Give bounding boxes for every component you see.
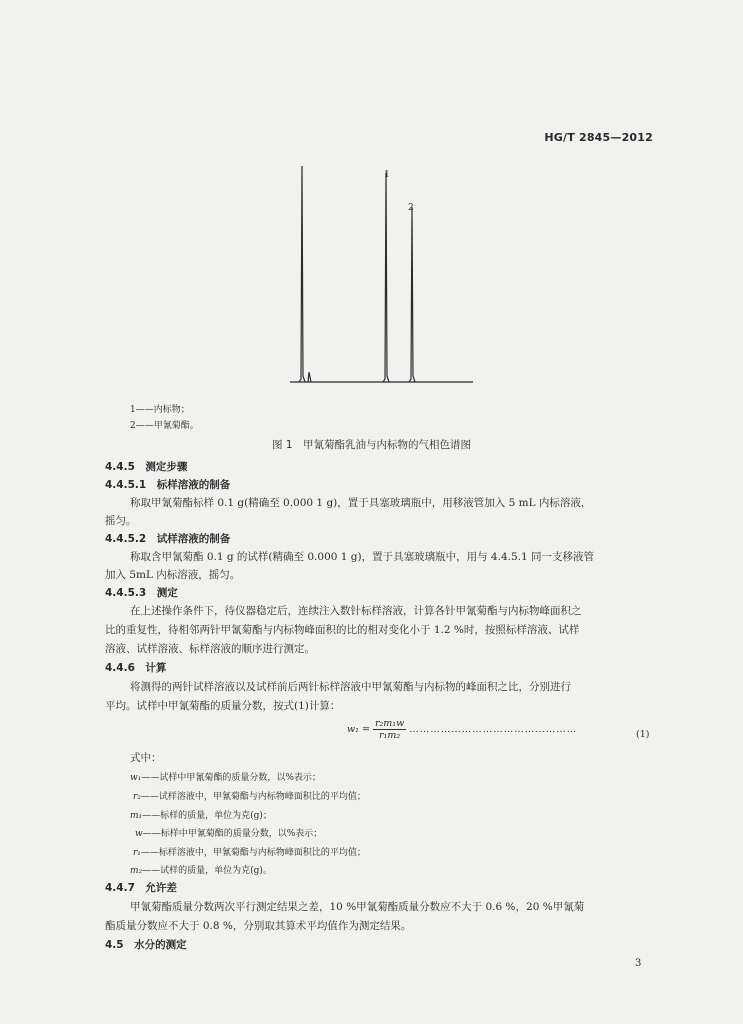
section-4-5-title: 4.5 水分的测定 <box>105 939 187 951</box>
where-symbol: m₂ <box>130 866 143 876</box>
where-symbol: w <box>135 829 143 839</box>
chromatogram-figure <box>280 160 480 390</box>
where-description: ——试样溶液中，甲氰菊酯与内标物峰面积比的平均值； <box>140 792 366 802</box>
chromatogram-peak-2 <box>383 172 389 382</box>
where-description: ——标样溶液中，甲氰菊酯与内标物峰面积比的平均值； <box>140 848 366 858</box>
where-symbol: r₂ <box>133 792 141 802</box>
where-description: ——试样的质量，单位为克(g)。 <box>142 866 272 876</box>
section-4-4-7-title: 4.4.7 允许差 <box>105 882 177 894</box>
legend-item-1: 1——内标物； <box>130 405 190 415</box>
formula-numerator: r₂m₁w <box>374 718 405 729</box>
where-description: ——试样中甲氰菊酯的质量分数，以%表示； <box>141 773 321 783</box>
paragraph-line: 加入 5mL 内标溶液，摇匀。 <box>105 569 241 581</box>
where-symbol: m₁ <box>130 811 143 821</box>
figure-caption: 图 1 甲氰菊酯乳油与内标物的气相色谱图 <box>271 439 472 451</box>
where-description: ——标样中甲氰菊酯的质量分数，以%表示； <box>142 829 323 839</box>
formula-denominator: r₁m₂ <box>379 730 401 741</box>
legend-item-2: 2——甲氰菊酯。 <box>130 421 199 431</box>
paragraph-line: 称取含甲氰菊酯 0.1 g 的试样(精确至 0.000 1 g)，置于具塞玻璃瓶中，用与 4.4.5.1 同一支移液管 <box>130 551 595 563</box>
paragraph-line: 平均。试样中甲氰菊酯的质量分数，按式(1)计算： <box>105 700 341 712</box>
where-item <box>135 826 322 839</box>
where-item <box>130 863 272 876</box>
where-item <box>133 845 366 858</box>
standard-number: HG/T 2845—2012 <box>544 131 653 144</box>
where-item <box>130 770 321 783</box>
where-symbol: w₁ <box>130 773 142 783</box>
where-symbol: r₁ <box>133 848 141 858</box>
paragraph-line: 在上述操作条件下，待仪器稳定后，连续注入数针标样溶液，计算各针甲氰菊酯与内标物峰面积之 <box>130 605 582 617</box>
formula-1 <box>347 718 577 741</box>
section-4-4-5-title: 4.4.5 测定步骤 <box>105 461 188 473</box>
formula-leader-dots: ………………………………………… <box>409 724 578 735</box>
paragraph-line: 酯质量分数应不大于 0.8 %，分别取其算术平均值作为测定结果。 <box>105 920 412 932</box>
paragraph-line: 将测得的两针试样溶液以及试样前后两针标样溶液中甲氰菊酯与内标物的峰面积之比，分别进行 <box>130 681 571 693</box>
formula-fraction <box>373 718 406 741</box>
peak-label-1: 1 <box>384 170 390 180</box>
section-4-4-5-3-title: 4.4.5.3 测定 <box>105 587 178 599</box>
peak-label-2: 2 <box>408 203 414 213</box>
where-description: ——标样的质量，单位为克(g)； <box>142 811 272 821</box>
paragraph-line: 称取甲氰菊酯标样 0.1 g(精确至 0.000 1 g)，置于具塞玻璃瓶中，用移液管加入 5 mL 内标溶液， <box>130 497 592 509</box>
section-4-4-5-2-title: 4.4.5.2 试样溶液的制备 <box>105 533 231 545</box>
page-number: 3 <box>635 958 642 969</box>
where-item <box>130 808 272 821</box>
formula-number: (1) <box>636 729 650 740</box>
paragraph-line: 溶液、试样溶液、标样溶液的顺序进行测定。 <box>105 643 315 655</box>
paragraph-line: 比的重复性，待相邻两针甲氰菊酯与内标物峰面积的比的相对变化小于 1.2 %时，按照标样溶液、试样 <box>105 624 580 636</box>
where-intro: 式中： <box>130 752 162 764</box>
where-item <box>133 789 366 802</box>
formula-lhs: w₁ = <box>347 724 370 735</box>
chromatogram-peak-1 <box>299 166 305 382</box>
paragraph-line: 摇匀。 <box>105 515 137 527</box>
section-4-4-6-title: 4.4.6 计算 <box>105 662 167 674</box>
paragraph-line: 甲氰菊酯质量分数两次平行测定结果之差，10 %甲氰菊酯质量分数应不大于 0.6 %，20 %甲氰菊 <box>130 901 585 913</box>
section-4-4-5-1-title: 4.4.5.1 标样溶液的制备 <box>105 479 231 491</box>
chromatogram-minor-peak <box>308 372 311 382</box>
chromatogram-peak-3 <box>409 207 415 382</box>
